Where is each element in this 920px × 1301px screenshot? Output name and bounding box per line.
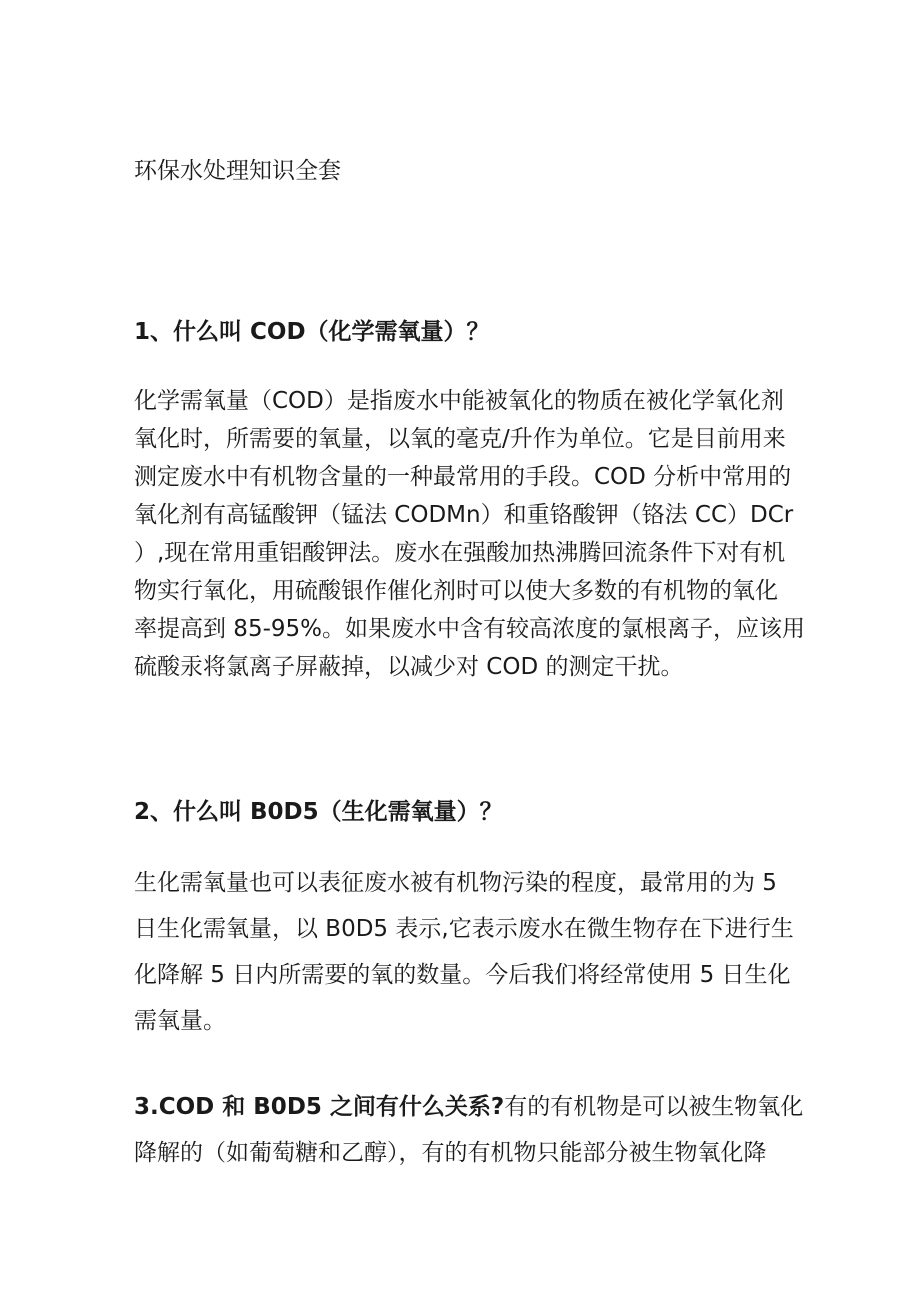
section-2-line: 化降解 5 日内所需要的氧的数量。今后我们将经常使用 5 日生化 [134,962,791,988]
section-2-line: 日生化需氧量，以 B0D5 表示,它表示废水在微生物存在下进行生 [134,916,794,942]
section-3-heading: 3.COD 和 B0D5 之间有什么关系? [134,1094,505,1120]
section-3-line: 降解的（如葡萄糖和乙醇），有的有机物只能部分被生物氧化降 [134,1140,767,1166]
section-2-line: 需氧量。 [134,1008,226,1034]
section-2-heading: 2、什么叫 B0D5（生化需氧量）？ [134,799,503,825]
section-1-line: ）,现在常用重铝酸钾法。废水在强酸加热沸腾回流条件下对有机 [134,540,786,566]
document-title: 环保水处理知识全套 [134,158,341,184]
section-1-line: 化学需氧量（COD）是指废水中能被氧化的物质在被化学氧化剂 [134,388,784,414]
section-2-line: 生化需氧量也可以表征废水被有机物污染的程度，最常用的为 5 [134,870,777,896]
section-1-line: 测定废水中有机物含量的一种最常用的手段。COD 分析中常用的 [134,464,792,490]
section-2-body [134,860,794,1044]
section-1-line: 硫酸汞将氯离子屏蔽掉，以减少对 COD 的测定干扰。 [134,654,684,680]
section-3-body [134,1084,804,1176]
section-3-first-line [134,1084,804,1130]
section-1-body [134,382,805,686]
section-1-heading: 1、什么叫 COD（化学需氧量）？ [134,319,490,345]
section-1-line: 氧化时，所需要的氧量，以氧的毫克/升作为单位。它是目前用来 [134,426,786,452]
section-3-inline-text: 有的有机物是可以被生物氧化 [504,1094,804,1120]
section-1-line: 物实行氧化，用硫酸银作催化剂时可以使大多数的有机物的氧化 [134,578,778,604]
section-1-line: 率提高到 85-95%。如果废水中含有较高浓度的氯根离子，应该用 [134,616,805,642]
section-1-line: 氧化剂有高锰酸钾（锰法 CODMn）和重铬酸钾（铬法 CC）DCr [134,502,794,528]
